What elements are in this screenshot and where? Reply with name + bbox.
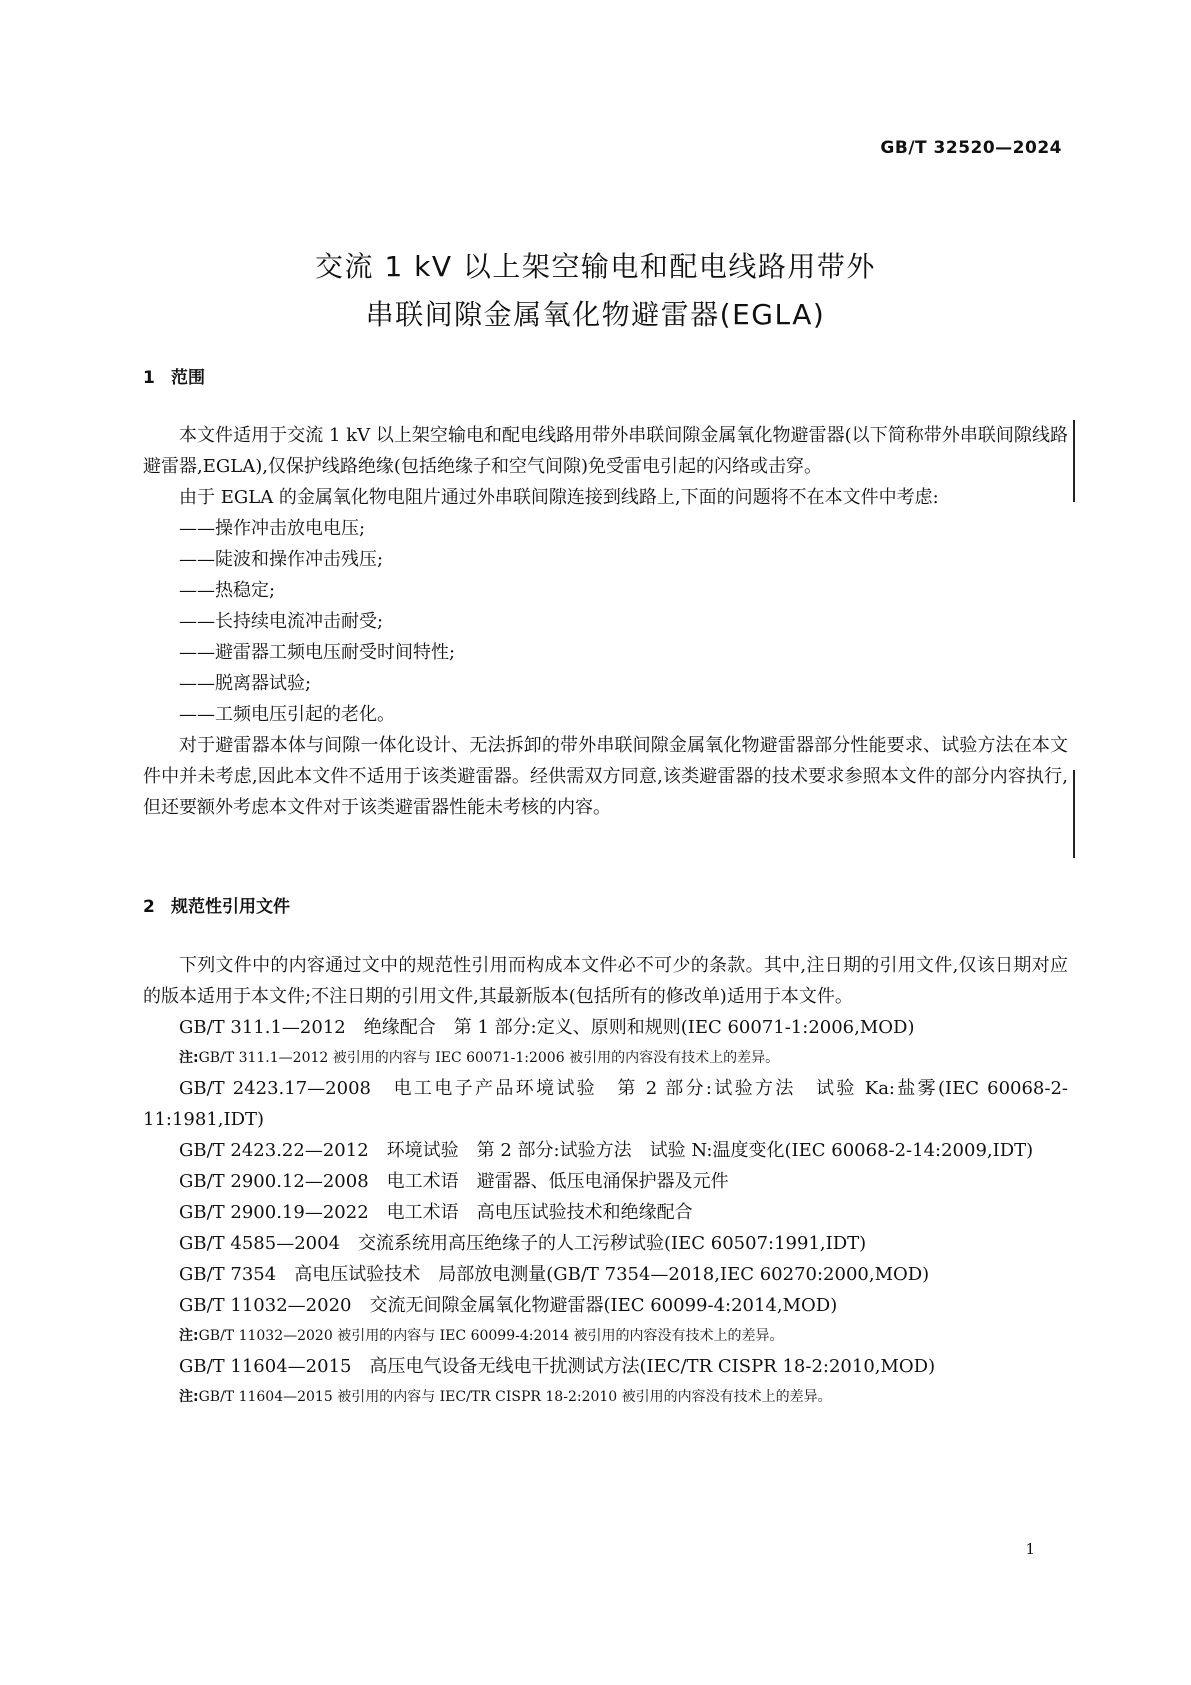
scope-paragraph-2: 由于 EGLA 的金属氧化物电阻片通过外串联间隙连接到线路上,下面的问题将不在本文件中考虑: bbox=[179, 487, 939, 508]
reference-entry: GB/T 4585—2004 交流系统用高压绝缘子的人工污秽试验(IEC 60507:1991,IDT) bbox=[179, 1233, 867, 1254]
reference-entry: GB/T 2900.12—2008 电工术语 避雷器、低压电涌保护器及元件 bbox=[179, 1171, 729, 1192]
document-title bbox=[0, 243, 1191, 339]
title-line-2: 串联间隙金属氧化物避雷器(EGLA) bbox=[365, 298, 826, 331]
page-number: 1 bbox=[1025, 1540, 1035, 1558]
note-label: 注: bbox=[179, 1050, 199, 1066]
change-bar bbox=[1073, 770, 1075, 858]
section-1-title: 范围 bbox=[171, 368, 205, 388]
reference-entry: GB/T 7354 高电压试验技术 局部放电测量(GB/T 7354—2018,IEC 60270:2000,MOD) bbox=[179, 1264, 930, 1285]
reference-entry: GB/T 2423.17—2008 电工电子产品环境试验 第 2 部分:试验方法 试验 Ka:盐雾(IEC 60068-2-11:1981,IDT) bbox=[143, 1078, 1068, 1130]
reference-entry: GB/T 2900.19—2022 电工术语 高电压试验技术和绝缘配合 bbox=[179, 1202, 693, 1223]
standard-code: GB/T 32520—2024 bbox=[880, 138, 1062, 158]
reference-entry: GB/T 2423.22—2012 环境试验 第 2 部分:试验方法 试验 N:温度变化(IEC 60068-2-14:2009,IDT) bbox=[179, 1140, 1034, 1161]
exclusion-item: ——操作冲击放电电压; bbox=[179, 518, 366, 539]
note-label: 注: bbox=[179, 1389, 199, 1405]
reference-note bbox=[143, 1321, 1068, 1351]
exclusion-item: ——脱离器试验; bbox=[179, 673, 312, 694]
exclusion-item: ——工频电压引起的老化。 bbox=[179, 704, 395, 725]
scope-paragraph-3: 对于避雷器本体与间隙一体化设计、无法拆卸的带外串联间隙金属氧化物避雷器部分性能要求、试验方法在本文件中并未考虑,因此本文件不适用于该类避雷器。经供需双方同意,该类避雷器的技术要求参照本文件的部分内容执行,但还要额外考虑本文件对于该类避雷器性能未考核的内容。 bbox=[143, 735, 1068, 818]
section-1-number: 1 bbox=[143, 368, 155, 388]
exclusion-item: ——避雷器工频电压耐受时间特性; bbox=[179, 642, 456, 663]
section-2-title: 规范性引用文件 bbox=[171, 897, 290, 917]
exclusion-item: ——陡波和操作冲击残压; bbox=[179, 549, 384, 570]
note-text: GB/T 11032—2020 被引用的内容与 IEC 60099-4:2014 被引用的内容没有技术上的差异。 bbox=[198, 1328, 784, 1344]
note-text: GB/T 311.1—2012 被引用的内容与 IEC 60071-1:2006 被引用的内容没有技术上的差异。 bbox=[198, 1050, 780, 1066]
section-1-body bbox=[143, 420, 1068, 823]
normative-references-intro: 下列文件中的内容通过文中的规范性引用而构成本文件必不可少的条款。其中,注日期的引用文件,仅该日期对应的版本适用于本文件;不注日期的引用文件,其最新版本(包括所有的修改单)适用于本文件。 bbox=[143, 955, 1068, 1007]
note-label: 注: bbox=[179, 1328, 199, 1344]
reference-note bbox=[143, 1043, 1068, 1073]
exclusion-item: ——长持续电流冲击耐受; bbox=[179, 611, 384, 632]
title-line-1: 交流 1 kV 以上架空输电和配电线路用带外 bbox=[315, 250, 876, 283]
reference-entry: GB/T 311.1—2012 绝缘配合 第 1 部分:定义、原则和规则(IEC 60071-1:2006,MOD) bbox=[179, 1017, 915, 1038]
section-2-number: 2 bbox=[143, 897, 155, 917]
scope-paragraph-1: 本文件适用于交流 1 kV 以上架空输电和配电线路用带外串联间隙金属氧化物避雷器(以下简称带外串联间隙线路避雷器,EGLA),仅保护线路绝缘(包括绝缘子和空气间隙)免受雷电引起的闪络或击穿。 bbox=[143, 425, 1068, 477]
reference-entry: GB/T 11032—2020 交流无间隙金属氧化物避雷器(IEC 60099-4:2014,MOD) bbox=[179, 1295, 838, 1316]
reference-entry: GB/T 11604—2015 高压电气设备无线电干扰测试方法(IEC/TR CISPR 18-2:2010,MOD) bbox=[179, 1356, 936, 1377]
exclusion-item: ——热稳定; bbox=[179, 580, 276, 601]
section-1-heading bbox=[143, 363, 205, 388]
note-text: GB/T 11604—2015 被引用的内容与 IEC/TR CISPR 18-2:2010 被引用的内容没有技术上的差异。 bbox=[198, 1389, 832, 1405]
section-2-heading bbox=[143, 892, 290, 917]
section-2-body bbox=[143, 950, 1068, 1412]
reference-note bbox=[143, 1382, 1068, 1412]
change-bar bbox=[1073, 420, 1075, 502]
